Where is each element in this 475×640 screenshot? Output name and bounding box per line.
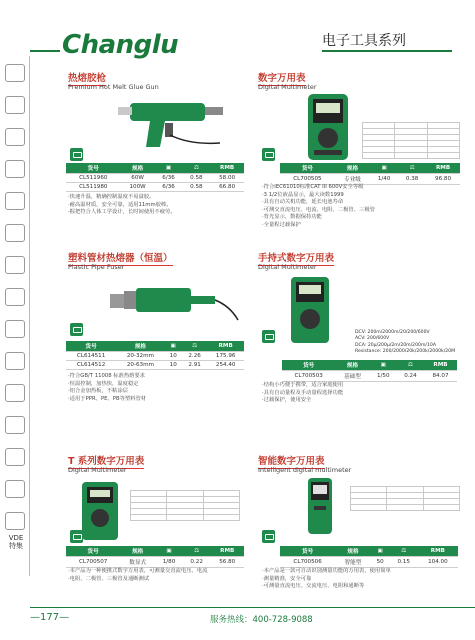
table-cell: 104.00	[418, 557, 458, 568]
vde-badge: VDE 特集	[8, 534, 24, 550]
t-series-notes	[68, 568, 246, 583]
intelligent-table	[280, 546, 458, 568]
section-subtitle-multimeter: Digital Multimeter	[258, 83, 317, 91]
table-header: 货号	[280, 546, 335, 557]
note-line: ·可测量直流电压、交流电压、电阻和通断等	[262, 583, 365, 589]
table-cell: 84.07	[424, 371, 457, 382]
tool-category-icon[interactable]	[5, 480, 25, 498]
note-line: ·测量精准，安全可靠	[262, 575, 312, 582]
note-line: ·耐高温材质，安全可靠，适用11mm胶棒。	[68, 201, 172, 208]
table-row	[66, 183, 244, 192]
tool-category-icon[interactable]	[5, 416, 25, 434]
tool-category-icon[interactable]	[5, 320, 25, 338]
table-header-box-icon: ▣	[155, 163, 183, 174]
table-cell: 50	[371, 557, 390, 568]
table-cell: 数显式	[120, 557, 155, 568]
table-row	[280, 174, 460, 185]
note-line: ·结构小巧便于携带，适合家庭使用	[262, 382, 344, 388]
note-line: ·全量程过载保护	[262, 221, 301, 228]
brand-logo: Changlu	[62, 30, 179, 60]
table-cell: 56.80	[210, 557, 244, 568]
note-line: ·过载保护，使用安全	[262, 397, 312, 403]
table-header-box-icon: ▣	[165, 341, 182, 352]
certification-icon	[70, 148, 83, 161]
tool-category-icon[interactable]	[5, 512, 25, 530]
table-header: RMB	[207, 341, 244, 352]
t-series-multimeter-image	[78, 480, 123, 542]
intelligent-spec-grid	[350, 486, 460, 511]
pipe-fuser-table	[66, 341, 244, 370]
handheld-multimeter-table	[282, 360, 457, 382]
certification-icon	[262, 148, 275, 161]
table-header-weight-icon: ⚖	[183, 163, 211, 174]
section-title-glue-gun: 热熔胶枪	[68, 70, 106, 86]
table-cell: 0.58	[183, 174, 211, 183]
table-cell: 0.15	[390, 557, 418, 568]
table-cell: 0.58	[183, 183, 211, 192]
section-subtitle-glue-gun: Premium Hot Melt Glue Gun	[68, 83, 159, 91]
intelligent-multimeter-image	[300, 476, 340, 536]
table-cell: CL614512	[66, 361, 116, 370]
section-title-multimeter: 数字万用表	[258, 70, 306, 86]
section-title-pipe-fuser: 塑料管材热熔器（恒温）	[68, 250, 173, 266]
table-header: 规格	[116, 341, 164, 352]
category-sidebar	[0, 56, 30, 576]
spec-line: DCV: 200m/2000m/20/200/600V	[355, 330, 430, 335]
table-header: 货号	[66, 163, 121, 174]
tool-category-icon[interactable]	[5, 352, 25, 370]
table-cell: 10	[165, 352, 182, 361]
table-cell: 20-63mm	[116, 361, 164, 370]
note-line: ·具有自动量程及手动量程选择功能	[262, 389, 344, 396]
page-number: —177—	[30, 612, 70, 623]
table-header-weight-icon: ⚖	[183, 546, 211, 557]
table-row	[66, 352, 244, 361]
table-cell: 66.80	[210, 183, 244, 192]
tool-category-icon[interactable]	[5, 192, 25, 210]
table-header-weight-icon: ⚖	[397, 360, 424, 371]
table-header: 货号	[280, 163, 335, 174]
tool-category-icon[interactable]	[5, 384, 25, 402]
table-cell: CL614511	[66, 352, 116, 361]
table-cell: CL700503	[282, 371, 335, 382]
t-series-table	[66, 546, 244, 568]
table-header: 规格	[121, 163, 155, 174]
section-title-intelligent: 智能数字万用表	[258, 453, 325, 469]
table-header: RMB	[418, 546, 458, 557]
table-cell: 175.96	[207, 352, 244, 361]
table-header-weight-icon: ⚖	[398, 163, 426, 174]
table-cell: 0.24	[397, 371, 424, 382]
certification-icon	[70, 530, 83, 543]
pipe-fuser-image	[100, 276, 240, 326]
pipe-fuser-notes	[68, 373, 246, 403]
handheld-multimeter-notes	[262, 382, 458, 405]
section-title-handheld-multimeter: 手持式数字万用表	[258, 250, 334, 266]
table-header: RMB	[210, 163, 244, 174]
table-cell: 1/40	[370, 174, 398, 185]
tool-category-icon[interactable]	[5, 256, 25, 274]
section-title-t-series: T 系列数字万用表	[68, 453, 144, 469]
table-cell: 2.91	[182, 361, 208, 370]
table-cell: CL700506	[280, 557, 335, 568]
table-cell: 254.40	[207, 361, 244, 370]
t-series-spec-grid	[130, 490, 240, 521]
table-cell: 10	[165, 361, 182, 370]
handheld-multimeter-image	[285, 275, 335, 345]
section-subtitle-t-series: Digital Multimeter	[68, 466, 127, 474]
multimeter-image	[300, 92, 355, 162]
table-cell: 20-32mm	[116, 352, 164, 361]
table-cell: 100W	[121, 183, 155, 192]
note-line: ·可测交直流电压、电流、电阻、二极管、三极管	[262, 206, 375, 213]
certification-icon	[262, 330, 275, 343]
note-line: ·具有自动关机功能，延长电池寿命	[262, 199, 344, 205]
service-hotline: 服务热线：400-728-9088	[210, 615, 313, 625]
table-header-box-icon: ▣	[155, 546, 183, 557]
note-line: ·符合GB/T 11008 标准热熔要求	[68, 373, 146, 379]
table-row	[282, 371, 457, 382]
note-line: ·符合IEC61010标准CAT III 600V安全等级	[262, 184, 364, 190]
table-row	[66, 174, 244, 183]
table-cell: CL700505	[280, 174, 335, 185]
header-rule-right	[322, 50, 452, 52]
table-header: 规格	[335, 163, 370, 174]
tool-category-icon[interactable]	[5, 160, 25, 178]
table-cell: 60W	[121, 174, 155, 183]
note-line: ·铝合金加热板，不粘涂层	[68, 388, 128, 394]
note-line: ·握把符合人体工学设计，长时间使用不疲劳。	[68, 209, 176, 215]
table-header-box-icon: ▣	[370, 360, 397, 371]
table-header-box-icon: ▣	[370, 163, 398, 174]
glue-gun-image	[110, 95, 230, 150]
table-cell: 专业级	[335, 174, 370, 185]
footer-rule	[30, 607, 475, 608]
table-cell: 1/80	[155, 557, 183, 568]
table-cell: CL700507	[66, 557, 120, 568]
section-subtitle-pipe-fuser: Plastic Pipe Fuser	[68, 263, 125, 271]
table-header-weight-icon: ⚖	[182, 341, 208, 352]
glue-gun-notes	[68, 194, 246, 217]
header-rule-left	[30, 50, 60, 52]
table-header: 货号	[66, 341, 116, 352]
table-cell: 6/36	[155, 174, 183, 183]
note-line: ·本产品是一款可自动识别测量功能的万用表，使用简单	[262, 568, 391, 574]
table-header: RMB	[424, 360, 457, 371]
table-cell: 智能型	[335, 557, 370, 568]
multimeter-notes	[262, 184, 458, 229]
note-line: ·快速升温，精确控制温度不易溢胶。	[68, 194, 155, 200]
note-line: ·电阻、二极管、三极管及通断测试	[68, 575, 150, 582]
table-header-weight-icon: ⚖	[390, 546, 418, 557]
tool-category-icon[interactable]	[5, 288, 25, 306]
table-cell: 基础型	[335, 371, 369, 382]
table-row	[66, 361, 244, 370]
table-cell: 2.26	[182, 352, 208, 361]
tool-category-icon[interactable]	[5, 448, 25, 466]
table-header: 规格	[335, 546, 370, 557]
certification-icon	[70, 323, 83, 336]
multimeter-spec-grid	[362, 122, 460, 159]
table-cell: 0.22	[183, 557, 211, 568]
note-line: ·背光显示，数据保持功能	[262, 214, 322, 220]
certification-icon	[262, 530, 275, 543]
table-cell: 0.38	[398, 174, 426, 185]
section-subtitle-intelligent: Intelligent digital multimeter	[258, 466, 352, 474]
note-line: ·3 1/2位液晶显示，最大读数1999	[262, 191, 344, 198]
spec-line: ACV: 200/600V	[355, 336, 390, 342]
table-header: RMB	[426, 163, 460, 174]
tool-category-icon[interactable]	[5, 128, 25, 146]
note-line: ·恒温控制，加热快，温度稳定	[68, 380, 139, 387]
tool-category-icon[interactable]	[5, 96, 25, 114]
multimeter-table	[280, 163, 460, 185]
table-cell: 6/36	[155, 183, 183, 192]
spec-line: DCA: 20µ/200µ/2m/20m/200m/10A	[355, 342, 436, 348]
table-header: 规格	[335, 360, 369, 371]
series-title: 电子工具系列	[322, 33, 406, 49]
table-header-box-icon: ▣	[371, 546, 390, 557]
table-header: 规格	[120, 546, 155, 557]
table-cell: CL511980	[66, 183, 121, 192]
table-cell: CL511960	[66, 174, 121, 183]
spec-line: Resistance: 200/2000/20k/200k/2000k/20M	[355, 349, 456, 355]
table-header: 货号	[66, 546, 120, 557]
table-cell: 1/50	[370, 371, 397, 382]
note-line: ·本产品为一种便携式数字万用表，可测量交直流电压、电流	[68, 568, 208, 574]
tool-category-icon[interactable]	[5, 224, 25, 242]
glue-gun-table	[66, 163, 244, 192]
table-cell: 96.80	[426, 174, 460, 185]
tool-category-icon[interactable]	[5, 64, 25, 82]
table-cell: 58.00	[210, 174, 244, 183]
table-header: 货号	[282, 360, 335, 371]
note-line: ·适用于PPR、PE、PB等塑料管材	[68, 395, 147, 402]
table-header: RMB	[210, 546, 244, 557]
intelligent-notes	[262, 568, 458, 591]
table-row	[66, 557, 244, 568]
section-subtitle-handheld-multimeter: Digital Multimeter	[258, 263, 317, 271]
table-row	[280, 557, 458, 568]
handheld-multimeter-specs	[355, 330, 465, 356]
